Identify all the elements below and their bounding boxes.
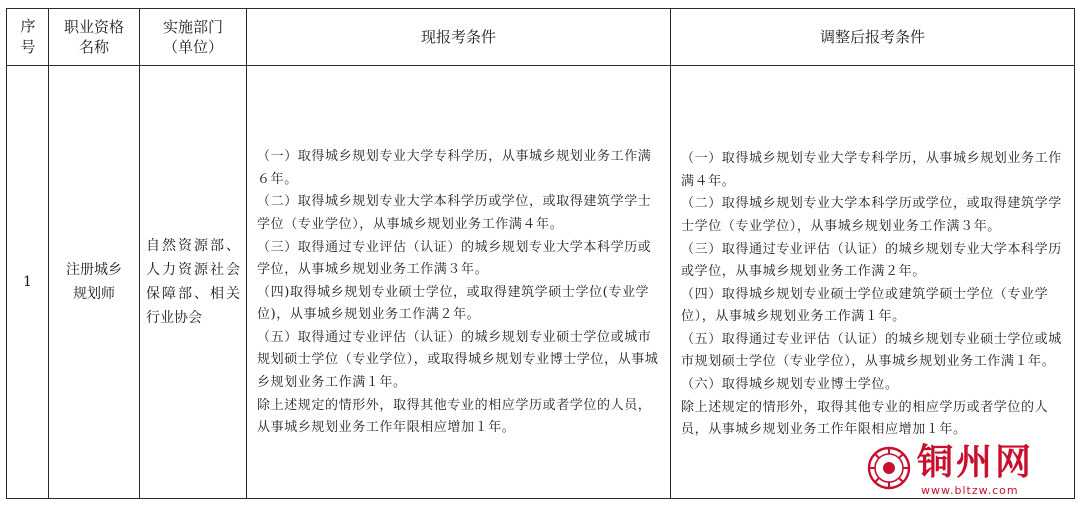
site-url: www.bltzw.com <box>921 484 1019 497</box>
adjusted-condition-4: （四）取得城乡规划专业硕士学位或建筑学硕士学位（专业学位），从事城乡规划业务工作满１年。 <box>681 286 1049 325</box>
row-dept: 自然资源部、人力资源社会保障部、相关行业协会 <box>140 66 247 499</box>
site-watermark <box>867 442 1072 502</box>
document-page <box>6 8 1074 498</box>
current-condition-3: （三）取得通过专业评估（认证）的城乡规划专业大学本科学历或学位，从事城乡规划业务工作满３年。 <box>257 239 652 278</box>
adjusted-condition-2: （二）取得城乡规划专业大学本科学历或学位，或取得建筑学学士学位（专业学位），从事城乡规划业务工作满３年。 <box>681 196 1062 234</box>
header-current-conditions: 现报考条件 <box>247 9 671 66</box>
site-name: 铜州网 <box>917 441 1035 483</box>
header-dept: 实施部门（单位） <box>140 9 247 66</box>
table-row <box>7 66 1075 499</box>
header-num: 序号 <box>7 9 49 66</box>
site-logo-icon <box>867 446 911 490</box>
adjusted-condition-1: （一）取得城乡规划专业大学专科学历，从事城乡规划业务工作满４年。 <box>681 151 1062 189</box>
header-adjusted-conditions: 调整后报考条件 <box>671 9 1075 66</box>
adjusted-condition-note: 除上述规定的情形外，取得其他专业的相应学历或者学位的人员，从事城乡规划业务工作年限相应增加１年。 <box>681 399 1049 438</box>
qualification-table <box>6 8 1075 499</box>
current-condition-5: （五）取得通过专业评估（认证）的城乡规划专业硕士学位或城市规划硕士学位（专业学位），或取得城乡规划专业博士学位，从事城乡规划业务工作满１年。 <box>257 329 659 391</box>
current-condition-note: 除上述规定的情形外，取得其他专业的相应学历或者学位的人员，从事城乡规划业务工作年限相应增加１年。 <box>257 397 652 436</box>
current-condition-4: （四)取得城乡规划专业硕士学位，或取得建筑学硕士学位(专业学位)，从事城乡规划业务工作满２年。 <box>257 284 650 323</box>
adjusted-condition-3: （三）取得通过专业评估（认证）的城乡规划专业大学本科学历或学位，从事城乡规划业务工作满２年。 <box>681 241 1062 280</box>
row-qualification-name: 注册城乡规划师 <box>49 66 140 499</box>
adjusted-conditions-cell <box>671 66 1075 499</box>
current-condition-2: （二）取得城乡规划专业大学本科学历或学位，或取得建筑学学士学位（专业学位），从事城乡规划业务工作满４年。 <box>257 194 652 232</box>
table-header-row <box>7 9 1075 66</box>
row-num: 1 <box>7 66 49 499</box>
current-conditions-cell <box>247 66 671 499</box>
current-condition-1: （一）取得城乡规划专业大学专科学历，从事城乡规划业务工作满６年。 <box>257 149 652 187</box>
adjusted-condition-5: （五）取得通过专业评估（认证）的城乡规划专业硕士学位或城市规划硕士学位（专业学位），从事城乡规划业务工作满１年。 <box>681 331 1062 370</box>
adjusted-condition-6: （六）取得城乡规划专业博士学位。 <box>681 377 899 393</box>
header-name: 职业资格名称 <box>49 9 140 66</box>
